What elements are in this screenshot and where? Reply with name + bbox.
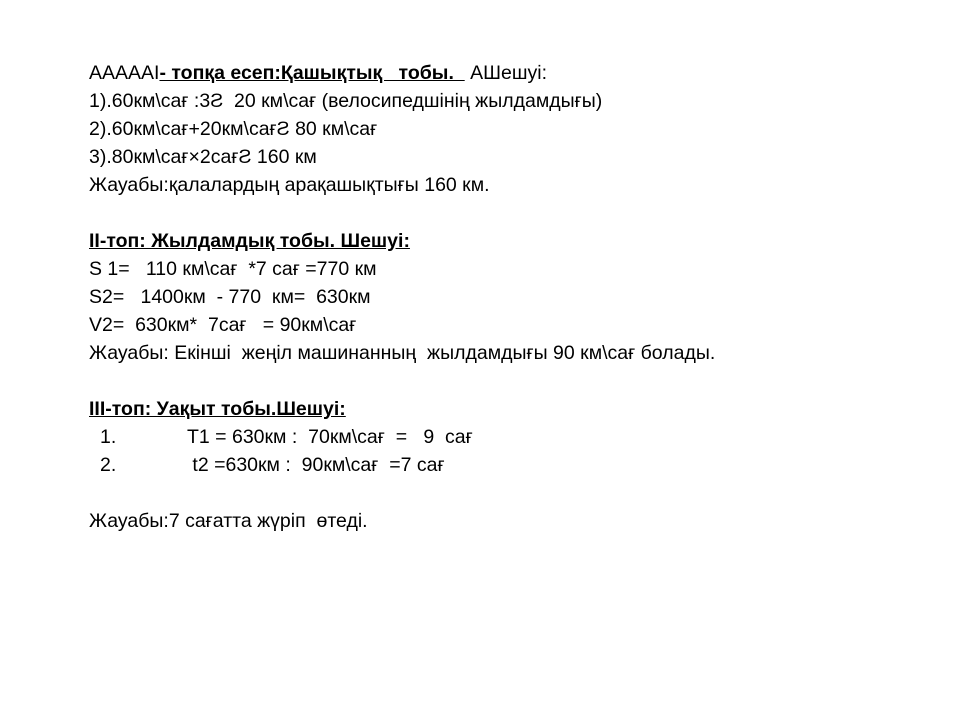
section1-title-line — [89, 59, 929, 87]
section1-line-1: 1).60км\сағ :3Ƨ 20 км\сағ (велосипедшінің жылдамдығы) — [89, 90, 603, 112]
section2-line-1: S 1= 110 км\сағ *7 сағ =770 км — [89, 258, 377, 280]
spacer — [89, 199, 929, 227]
text-body — [89, 59, 929, 535]
section1-title: - топқа есеп:Қашықтық тобы. — [159, 62, 465, 84]
list-number: 2. — [100, 454, 117, 476]
list-number: 1. — [100, 426, 117, 448]
section2-title: II-топ: Жылдамдық тобы. Шешуі: — [89, 230, 410, 252]
section3-title: III-топ: Уақыт тобы.Шешуі: — [89, 398, 346, 420]
section2-line-3: V2= 630км* 7сағ = 90км\сағ — [89, 314, 357, 336]
section1-line-2: 2).60км\сағ+20км\сағƧ 80 км\сағ — [89, 118, 378, 140]
section2-answer: Жауабы: Екінші жеңіл машинанның жылдамдығы 90 км\сағ болады. — [89, 342, 716, 364]
section2-line-2: S2= 1400км - 770 км= 630км — [89, 286, 371, 308]
section3-item-1 — [89, 423, 929, 451]
section1-answer: Жауабы:қалалардың арақашықтығы 160 км. — [89, 174, 490, 196]
list-text: t2 =630км : 90км\сағ =7 сағ — [187, 454, 445, 476]
section1-title-prefix: АААААI — [89, 62, 160, 84]
section1-line-3: 3).80км\сағ×2сағƧ 160 км — [89, 146, 317, 168]
section3-item-2 — [89, 451, 929, 479]
spacer — [89, 479, 929, 507]
list-text: T1 = 630км : 70км\сағ = 9 сағ — [187, 426, 473, 448]
section3-answer: Жауабы:7 сағатта жүріп өтеді. — [89, 510, 368, 532]
spacer — [89, 367, 929, 395]
section1-title-suffix: АШешуі: — [464, 62, 547, 84]
